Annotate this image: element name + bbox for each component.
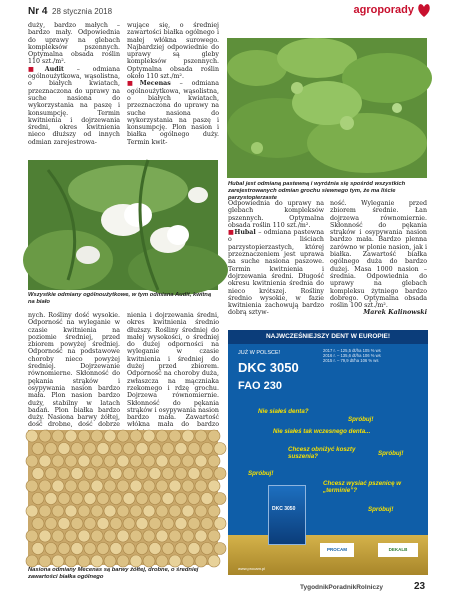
pea-seed	[130, 480, 142, 492]
advertisement-dkc3050[interactable]	[228, 330, 428, 575]
bullet-icon: ■	[228, 229, 235, 237]
pea-seed	[214, 468, 226, 480]
pea-seed	[45, 518, 57, 530]
pea-seed	[136, 543, 148, 555]
pea-seed	[97, 443, 109, 455]
pea-seed	[58, 468, 70, 480]
paragraph: – odmiana ogólnoużytkowa, wąsolistna, o białych kwiatach, przeznaczona do uprawy na suche nasiona do wykorzystania na paszę i konsumpcję. Termin kwitnienia i dojrzewania średni, okres kwitnienia nieco dłuższy od innych odmian zarejestrowa-	[28, 65, 120, 146]
pea-seed	[58, 493, 70, 505]
pea-seed	[26, 555, 38, 567]
pea-seed	[156, 430, 168, 442]
pea-seed	[136, 443, 148, 455]
pea-seed	[117, 455, 129, 467]
pea-seed	[195, 455, 207, 467]
pea-seed	[26, 480, 38, 492]
caption-audit: Wszystkie odmiany ogólnoużytkowe, w tym odmiana Audit, kwitną na biało	[28, 292, 212, 305]
pea-seed	[149, 468, 161, 480]
pea-seed	[65, 480, 77, 492]
pea-seed	[136, 468, 148, 480]
pea-seed	[32, 493, 44, 505]
pea-seed	[97, 518, 109, 530]
pea-seed	[214, 493, 226, 505]
page-header	[0, 0, 454, 22]
pea-seed	[78, 505, 90, 517]
pea-seed	[32, 468, 44, 480]
page-number: 23	[414, 581, 426, 592]
pea-seed	[214, 443, 226, 455]
pea-seed	[175, 468, 187, 480]
pea-seed	[84, 468, 96, 480]
variety-name-hubal: Hubal	[234, 229, 256, 237]
pea-seed	[65, 455, 77, 467]
ad-subheadline: JUŻ W POLSCE!	[238, 350, 281, 356]
pea-seed	[143, 455, 155, 467]
pea-seed	[26, 455, 38, 467]
pea-seed	[58, 443, 70, 455]
pea-seed	[136, 493, 148, 505]
pea-seed	[136, 518, 148, 530]
ad-product-name: DKC 3050	[238, 360, 299, 375]
pea-seed	[117, 480, 129, 492]
ad-slogan: Spróbuj!	[378, 450, 404, 457]
pea-seed	[26, 430, 38, 442]
pea-seed	[143, 530, 155, 542]
pea-seed	[156, 530, 168, 542]
pea-seed	[71, 493, 83, 505]
pea-seed	[143, 430, 155, 442]
bullet-icon: ■	[28, 65, 45, 73]
pea-seed	[188, 443, 200, 455]
pea-seed	[52, 455, 64, 467]
pea-seed	[117, 555, 129, 567]
pea-seed	[182, 480, 194, 492]
paragraph: nienia i dojrzewania średni, okres kwitnienia średnio dłuższy. Rośliny średniej do małej wysokości, o średniej do dużej odporności na wyleganie w czasie kwitnienia i średniej do dużej przed zbiorem. Odporność na choroby duża, zwłaszcza na mączniaka rzekomego i rdzę grochu. Dojrzewa równomiernie. Skłonność do pękania strąków i osypywania nasion bardzo mała. Zawartość włókna mała do bardzo	[127, 312, 219, 429]
pea-seed	[188, 493, 200, 505]
pea-seed	[104, 530, 116, 542]
paragraph: dużу, bardzo małych – bardzo mały. Odpowiednia do uprawy na glebach kompleksów pszennych. Optymalna obsada roślin 110 szt./m².	[28, 22, 120, 66]
pea-seed	[195, 530, 207, 542]
pea-seed	[71, 468, 83, 480]
ad-logo-procam: PROCAM	[320, 543, 354, 557]
pea-seed	[214, 543, 226, 555]
ad-slogan: Spróbuj!	[368, 506, 394, 513]
ad-seed-bag	[268, 485, 306, 545]
pea-seed	[78, 480, 90, 492]
pea-seed	[39, 455, 51, 467]
pea-seed	[45, 443, 57, 455]
pea-seed	[78, 555, 90, 567]
pea-seed	[117, 530, 129, 542]
pea-seed	[162, 493, 174, 505]
pea-seed	[149, 518, 161, 530]
pea-seed	[156, 455, 168, 467]
pea-seed	[97, 468, 109, 480]
pea-seed	[188, 468, 200, 480]
pea-seed	[162, 518, 174, 530]
pea-seed	[104, 505, 116, 517]
pea-seed	[84, 543, 96, 555]
pea-seed	[52, 555, 64, 567]
pea-seed	[182, 430, 194, 442]
pea-seed	[39, 430, 51, 442]
pea-seed	[45, 468, 57, 480]
pea-seed	[175, 518, 187, 530]
pea-seed	[175, 443, 187, 455]
pea-seed	[143, 555, 155, 567]
pea-seed	[84, 443, 96, 455]
article-column-mid-left	[28, 312, 120, 428]
pea-seed	[52, 530, 64, 542]
issue-number: Nr 4	[28, 6, 48, 17]
pea-seed	[110, 543, 122, 555]
pea-seed	[52, 505, 64, 517]
pea-seed	[117, 430, 129, 442]
pea-seed	[201, 468, 213, 480]
pea-seed	[123, 543, 135, 555]
pea-seed	[123, 493, 135, 505]
pea-seed	[169, 530, 181, 542]
pea-seed	[143, 480, 155, 492]
article-column-mid-middle	[127, 312, 219, 428]
pea-seed	[208, 480, 220, 492]
photo-mecenas-seeds	[28, 430, 218, 565]
pea-seed	[195, 430, 207, 442]
pea-seed	[201, 543, 213, 555]
pea-seed	[32, 443, 44, 455]
paragraph: wujące się, o średniej zawartości białka ogólnego i małej włókna surowego. Najbardziej odpowiednie do uprawy są gleby kompleksów pszennych. Optymalna obsada roślin około 110 szt./m².	[127, 22, 219, 81]
pea-seed	[123, 518, 135, 530]
ad-url: www.procam.pl	[238, 566, 266, 571]
pea-seed	[104, 430, 116, 442]
ad-fao: FAO 230	[238, 380, 283, 392]
bullet-icon: ■	[127, 80, 140, 88]
author-signature: Marek Kalinowski	[363, 309, 427, 317]
pea-seed	[117, 505, 129, 517]
pea-seed	[182, 555, 194, 567]
pea-seed	[97, 493, 109, 505]
pea-seed	[65, 430, 77, 442]
pea-seed	[78, 530, 90, 542]
pea-seed	[78, 430, 90, 442]
pea-seed	[58, 543, 70, 555]
pea-seed	[201, 443, 213, 455]
pea-seed	[91, 480, 103, 492]
article-column-top-left	[28, 22, 120, 168]
pea-seed	[175, 543, 187, 555]
pea-seed	[123, 443, 135, 455]
ad-slogan: Spróbuj!	[248, 470, 274, 477]
paragraph: nych. Rośliny dość wysokie. Odporność na wyleganie w czasie kwitnienia na poziomie średniej, przed zbiorem powyżej średniej. Odporność na podstawowe choroby nieco powyżej średniej. Dojrzewanie równomierne. Skłonność do pękania strąków i osypywania nasion bardzo mała. Plon nasion bardzo duży, stabilny w latach badań. Plon białka bardzo duży. Nasiona barwy żółtej, dość drobne, dość dobrze	[28, 312, 120, 429]
pea-seed	[97, 543, 109, 555]
pea-seed	[162, 543, 174, 555]
pea-seed	[78, 455, 90, 467]
pea-seed	[39, 555, 51, 567]
paragraph: ność. Wyleganie przed zbiorem średnie. Łan dojrzewa równomiernie. Skłonność do pękania strąków i osypywania nasion bardzo mała. Bardzo plenna zarówno w plonie nasion, jak i białka. Zawartość białka ogólnego duża do bardzo dużej. Masa 1000 nasion – średnia. Odpowiednia do uprawy na glebach kompleksu żytniego bardzo dobrego. Optymalna obsada roślin 100 szt./m².	[330, 200, 427, 310]
section-brand: agroporady	[353, 4, 414, 16]
pea-seed	[149, 543, 161, 555]
ad-slogan: Chcesz obniżyć koszty suszenia?	[288, 446, 356, 460]
ad-slogan: Nie siałeś tak wczesnego denta...	[273, 428, 371, 435]
pea-seed	[65, 505, 77, 517]
pea-seed	[52, 430, 64, 442]
pea-seed	[162, 443, 174, 455]
pea-seed	[91, 555, 103, 567]
article-column-top-middle	[127, 22, 219, 168]
pea-seed	[208, 430, 220, 442]
ad-headline: NAJWCZEŚNIEJSZY DENT W EUROPIE!	[228, 330, 428, 344]
pea-seed	[45, 493, 57, 505]
pea-seed	[169, 505, 181, 517]
pea-seed	[195, 480, 207, 492]
footer-brand: TygodnikPoradnikRolniczy	[300, 584, 383, 591]
pea-seed	[110, 518, 122, 530]
pea-seed	[104, 480, 116, 492]
caption-mecenas: Nasiona odmiany Mecenas są barwy żółtej, drobne, o średniej zawartości białka ogólnego	[28, 567, 199, 580]
ad-stat-line: 2016 r. – 135,6 dt/ha 106 % ws	[323, 353, 381, 359]
pea-seed	[104, 455, 116, 467]
pea-seed	[208, 505, 220, 517]
variety-name-mecenas: Mecenas	[139, 80, 171, 88]
pea-seed	[110, 468, 122, 480]
pea-seed	[201, 518, 213, 530]
pea-seed	[156, 480, 168, 492]
pea-seed	[65, 530, 77, 542]
pea-seed	[214, 518, 226, 530]
pea-seed	[71, 518, 83, 530]
pea-seed	[84, 518, 96, 530]
pea-seed	[39, 505, 51, 517]
pea-seed	[39, 480, 51, 492]
pea-seed	[130, 455, 142, 467]
pea-seed	[149, 493, 161, 505]
pea-seed	[84, 493, 96, 505]
pea-seed	[58, 518, 70, 530]
paragraph: – odmiana ogólnoużytkowa, wąsolistna, o białych kwiatach, przeznaczona do uprawy na suche nasiona do wykorzystania na paszę i konsumpcję. Plon nasion i białka ogólnego duży. Termin kwit-	[127, 80, 219, 146]
pea-seed	[110, 443, 122, 455]
article-column-right-b	[330, 200, 427, 326]
pea-seed	[65, 555, 77, 567]
pea-seed	[188, 518, 200, 530]
pea-seed	[91, 530, 103, 542]
pea-seed	[91, 505, 103, 517]
pea-seed	[39, 530, 51, 542]
pea-seed	[130, 530, 142, 542]
pea-seed	[201, 493, 213, 505]
pea-seed	[130, 505, 142, 517]
pea-seed	[143, 505, 155, 517]
pea-seed	[32, 518, 44, 530]
pea-seed	[26, 530, 38, 542]
pea-seed	[156, 555, 168, 567]
pea-seed	[175, 493, 187, 505]
pea-seed	[169, 480, 181, 492]
pea-seed	[208, 555, 220, 567]
pea-seed	[26, 505, 38, 517]
pea-seed	[110, 493, 122, 505]
pea-seed	[208, 530, 220, 542]
pea-seed	[156, 505, 168, 517]
paragraph: – odmiana pastewna o liściach parzystopierzastych, której przeznaczeniem jest uprawa na suche nasiona paszowe. Termin kwitnienia i dojrzewania średni. Długość okresu kwitnienia średnia do nieco krótszej. Rośliny średnio wysokie, w fazie kwitnienia zachowują bardzo dobrą sztyw-	[228, 229, 325, 317]
pea-seed	[130, 555, 142, 567]
pea-seed	[45, 543, 57, 555]
pea-seed	[149, 443, 161, 455]
pea-seed	[52, 480, 64, 492]
pea-seed	[182, 505, 194, 517]
pea-seed	[195, 505, 207, 517]
article-column-right-a	[228, 200, 324, 326]
pea-seed	[91, 430, 103, 442]
ad-yield-stats	[323, 348, 423, 364]
photo-hubal-pea-plants	[227, 38, 427, 178]
pea-seed	[130, 430, 142, 442]
pea-seed	[208, 455, 220, 467]
ad-slogan: Nie siałeś denta?	[258, 408, 309, 415]
pea-seed	[169, 430, 181, 442]
ad-stat-line: 2017 r. – 125,5 dt/ha 105 % ws	[323, 348, 381, 353]
pea-seed	[71, 443, 83, 455]
variety-name-audit: Audit	[44, 65, 64, 73]
ad-slogan: Spróbuj!	[348, 416, 374, 423]
pea-seed	[32, 543, 44, 555]
pea-seed	[71, 543, 83, 555]
pea-seed	[195, 555, 207, 567]
pea-seed	[182, 455, 194, 467]
pea-seed	[104, 555, 116, 567]
issue-date: 28 stycznia 2018	[52, 7, 113, 16]
pea-seed	[123, 468, 135, 480]
pea-seed	[169, 555, 181, 567]
ad-logo-dekalb: DEKALB	[378, 543, 418, 557]
photo-audit-white-flowers	[28, 160, 218, 290]
caption-hubal: Hubal jest odmianą pastewną i wyróżnia się spośród wszystkich zarejestrowanych odmian grochu siewnego tym, że ma liście parzystopierzaste	[228, 181, 406, 201]
pea-seed	[188, 543, 200, 555]
ad-bag-label: DKC 3050	[272, 506, 296, 512]
pea-seed	[182, 530, 194, 542]
ad-slogan: Chcesz wysiać pszenicę w „terminie”?	[323, 480, 402, 494]
ad-stat-line: 2015 r. – 79,9 dt/ha 106 % ws	[323, 358, 379, 364]
pea-seed	[162, 468, 174, 480]
pea-seed	[91, 455, 103, 467]
paragraph: Odpowiednia do uprawy na glebach kompleksów pszennych. Optymalna obsada roślin 110 szt./m².	[228, 200, 324, 229]
pea-seed	[169, 455, 181, 467]
brand-leaf-icon	[416, 2, 432, 18]
